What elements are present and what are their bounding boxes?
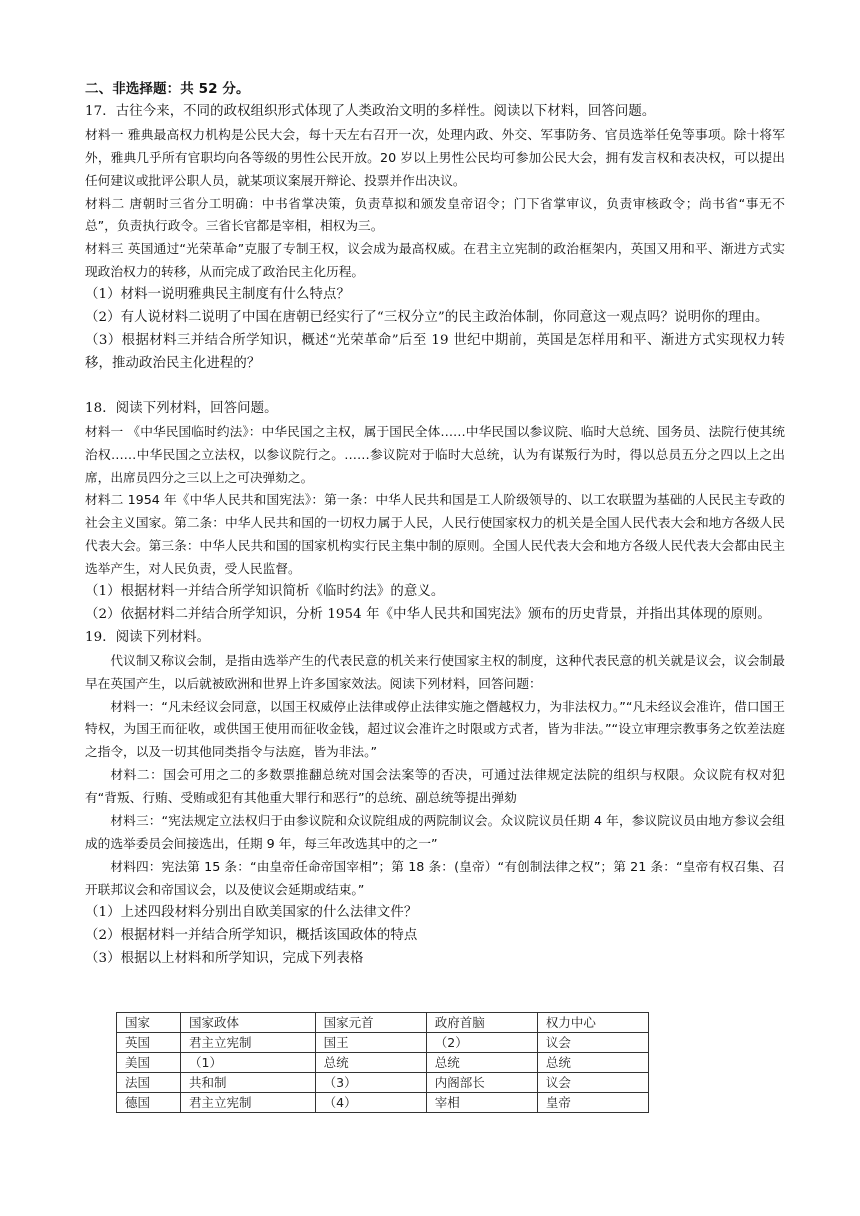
table-cell: 国王 [315,1033,426,1053]
table-cell: 德国 [117,1093,181,1113]
table-row [117,1033,649,1053]
table-cell: 宰相 [426,1093,537,1113]
q19-material-4: 材料四：宪法第 15 条：“由皇帝任命帝国宰相”；第 18 条：(皇帝）“有创制法律之权”；第 21 条：“皇帝有权召集、召开联邦议会和帝国议会，以及使议会延期或结束。” [85,858,785,897]
exam-page [85,78,785,970]
table-header-cell: 国家政体 [181,1013,316,1033]
table-cell: 总统 [426,1053,537,1073]
q17-sub-3: （3）根据材料三并结合所学知识，概述“光荣革命”后至 19 世纪中期前，英国是怎样用和平、渐进方式实现权力转移，推动政治民主化进程的？ [85,332,785,371]
q19-sub-2: （2）根据材料一并结合所学知识，概括该国政体的特点 [85,927,418,943]
q19-material-1: 材料一：“凡未经议会同意，以国王权威停止法律或停止法律实施之僭越权力，为非法权力。”“凡未经议会准许，借口国王特权，为国王而征收，或供国王使用而征收金钱，超过议会准许之时限或方式者，皆为非法。”“设立审理宗教事务之钦差法庭之指令，以及一切其他同类指令与法庭，皆为非法。” [85,698,785,760]
table-cell: 总统 [537,1053,648,1073]
q18-sub-2: （2）依据材料二并结合所学知识，分析 1954 年《中华人民共和国宪法》颁布的历史背景，并指出其体现的原则。 [85,606,771,622]
q17-material-3: 材料三 英国通过“光荣革命”克服了专制王权，议会成为最高权威。在君主立宪制的政治框架内，英国又用和平、渐进方式实现政治权力的转移，从而完成了政治民主化历程。 [85,241,785,280]
q18-material-2: 材料二 1954 年《中华人民共和国宪法》：第一条：中华人民共和国是工人阶级领导的、以工农联盟为基础的人民民主专政的社会主义国家。第二条：中华人民共和国的一切权力属于人民，人民行使国家权力的机关是全国人民代表大会和地方各级人民代表大会。第三条：中华人民共和国的国家机构实行民主集中制的原则。全国人民代表大会和地方各级人民代表大会都由民主选举产生，对人民负责，受人民监督。 [85,492,785,577]
q17-sub-1: （1）材料一说明雅典民主制度有什么特点？ [85,287,350,303]
table-header-row [117,1013,649,1033]
q17-material-2: 材料二 唐朝时三省分工明确：中书省掌决策，负责草拟和颁发皇帝诏令；门下省掌审议，负责审核政令；尚书省“事无不总”，负责执行政令。三省长官都是宰相，相权为三。 [85,195,785,234]
table-cell: 议会 [537,1033,648,1053]
table-cell: 内阁部长 [426,1073,537,1093]
q17-sub-2: （2）有人说材料二说明了中国在唐朝已经实行了“三权分立”的民主政治体制，你同意这一观点吗？说明你的理由。 [85,310,769,326]
q18-sub-1: （1）根据材料一并结合所学知识简析《临时约法》的意义。 [85,584,445,600]
table-row [117,1073,649,1093]
table-header-cell: 政府首脑 [426,1013,537,1033]
table-header-cell: 国家元首 [315,1013,426,1033]
section-title: 二、非选择题：共 52 分。 [85,81,250,97]
table-cell: （3） [315,1073,426,1093]
q17-material-1: 材料一 雅典最高权力机构是公民大会，每十天左右召开一次，处理内政、外交、军事防务、官员选举任免等事项。除十将军外，雅典几乎所有官职均向各等级的男性公民开放。20 岁以上男性公民均可参加公民大会，拥有发言权和表决权，可以提出任何建议或批评公职人员，就某项议案展开辩论、投票并作出决议。 [85,126,785,188]
q19-material-3: 材料三：“宪法规定立法权归于由参议院和众议院组成的两院制议会。众议院议员任期 4 年，参议院议员由地方参议会组成的选举委员会间接选出，任期 9 年，每三年改选其中的之一” [85,813,785,851]
political-system-table [116,1012,649,1113]
table-header-cell: 权力中心 [537,1013,648,1033]
q19-sub-3: （3）根据以上材料和所学知识，完成下列表格 [85,950,364,966]
table-cell: 英国 [117,1033,181,1053]
table-cell: 皇帝 [537,1093,648,1113]
table-row [117,1053,649,1073]
table-cell: 美国 [117,1053,181,1073]
table-cell: 共和制 [181,1073,316,1093]
q18-stem: 18．阅读下列材料，回答问题。 [85,400,278,416]
q19-sub-1: （1）上述四段材料分别出自欧美国家的什么法律文件？ [85,904,418,920]
table-cell: （2） [426,1033,537,1053]
table-cell: 议会 [537,1073,648,1093]
table-cell: 总统 [315,1053,426,1073]
table-header-cell: 国家 [117,1013,181,1033]
q19-material-2: 材料二：国会可用之二的多数票推翻总统对国会法案等的否决，可通过法律规定法院的组织与权限。众议院有权对犯有“背叛、行贿、受贿或犯有其他重大罪行和恶行”的总统、副总统等提出弹劾 [85,767,785,806]
table-cell: （4） [315,1093,426,1113]
q17-stem: 17．古往今来，不同的政权组织形式体现了人类政治文明的多样性。阅读以下材料，回答问题。 [85,103,656,119]
table-cell: 君主立宪制 [181,1093,316,1113]
q18-material-1: 材料一 《中华民国临时约法》：中华民国之主权，属于国民全体……中华民国以参议院、临时大总统、国务员、法院行使其统治权……中华民国之立法权，以参议院行之。……参议院对于临时大总统，认为有谋叛行为时，得以总员五分之四以上之出席，出席员四分之三以上之可决弹劾之。 [85,423,785,485]
q19-intro: 代议制又称议会制，是指由选举产生的代表民意的机关来行使国家主权的制度，这种代表民意的机关就是议会，议会制最早在英国产生，以后就被欧洲和世界上许多国家效法。阅读下列材料，回答问题： [85,652,785,691]
table-cell: （1） [181,1053,316,1073]
spacer [85,376,785,398]
table-row [117,1093,649,1113]
table-cell: 法国 [117,1073,181,1093]
table-cell: 君主立宪制 [181,1033,316,1053]
q19-stem: 19．阅读下列材料。 [85,629,211,645]
